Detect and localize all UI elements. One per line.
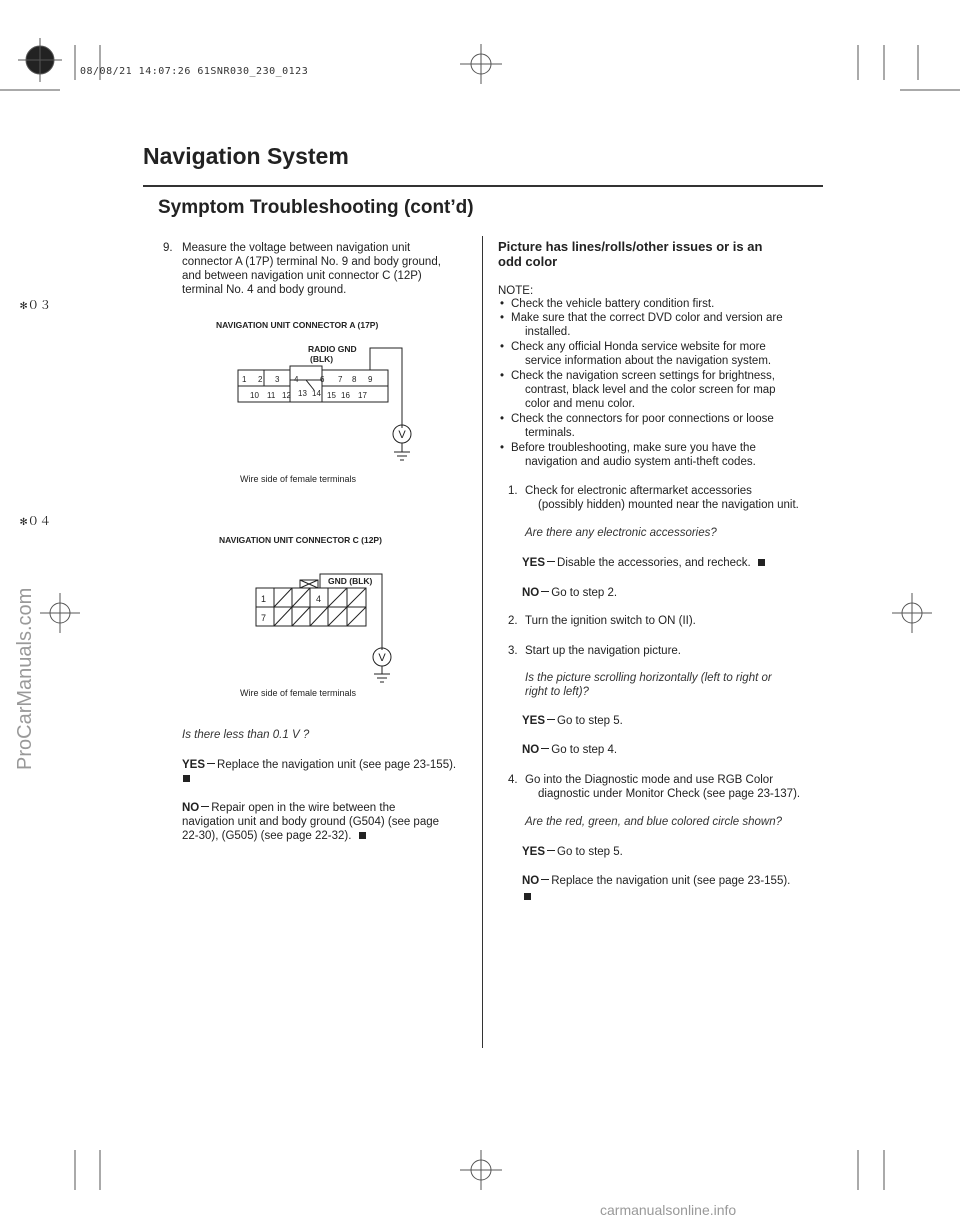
pin-label: 1 [261,594,267,604]
bullet-icon: • [500,370,505,382]
step-1-line-1: Check for electronic aftermarket accessories [525,485,752,497]
page-subtitle: Symptom Troubleshooting (cont’d) [158,197,474,218]
left-no-row-3 [182,829,366,843]
section-heading-line-1: Picture has lines/rolls/other issues or is an [498,239,763,254]
dash [547,850,555,851]
column-divider [482,236,483,1048]
pin-label: 14 [312,389,321,398]
question-rgb: Are the red, green, and blue colored circle shown? [525,816,782,828]
bullet-icon: • [500,298,505,310]
yes-label: YES [522,846,546,858]
radio-gnd-color-label: (BLK) [310,354,334,364]
note-6b: navigation and audio system anti-theft codes. [525,456,756,468]
question-voltage: Is there less than 0.1 V ? [182,729,310,741]
no-label: NO [182,802,200,814]
q1-yes-row [522,556,765,570]
note-2a: Make sure that the correct DVD color and version are [511,312,783,324]
q1-no-row [522,586,617,600]
side-mark-03: ✻０３ [20,298,52,312]
question-scrolling-1: Is the picture scrolling horizontally (left to right or [525,672,772,684]
no-label: NO [522,587,540,599]
step-4-line-1: Go into the Diagnostic mode and use RGB Color [525,774,774,786]
pin-label: 7 [261,613,267,623]
note-2b: installed. [525,326,571,338]
q1-no-text: Go to step 2. [551,587,618,599]
step-9-line-4: terminal No. 4 and body ground. [182,284,347,296]
pin-label: 7 [338,375,343,384]
note-3b: service information about the navigation system. [525,355,772,367]
note-5a: Check the connectors for poor connections or loose [511,413,774,425]
note-label: NOTE: [498,285,534,297]
note-3a: Check any official Honda service website for more [511,341,766,353]
voltmeter-icon: V [398,429,406,441]
pin-label: 12 [282,391,291,400]
pin-label: 16 [341,391,350,400]
pin-label: 15 [327,391,336,400]
pin-label: 4 [294,375,299,384]
pin-label: 2 [258,375,263,384]
pin-label: 11 [267,391,276,400]
left-yes-row [182,758,456,772]
end-mark-icon [758,559,765,566]
step-1-line-2: (possibly hidden) mounted near the navigation unit. [538,499,799,511]
bullet-icon: • [500,312,505,324]
connector-c-caption: Wire side of female terminals [240,688,357,698]
yes-text: Replace the navigation unit (see page 23-155). [217,759,457,771]
pin-label: 4 [316,594,322,604]
step-1-number: 1. [508,485,518,497]
end-mark-icon [183,775,190,782]
connector-a-caption: Wire side of female terminals [240,474,357,484]
dash [207,763,215,764]
note-6a: Before troubleshooting, make sure you have the [511,442,756,454]
yes-label: YES [522,715,546,727]
note-4a: Check the navigation screen settings for brightness, [511,370,776,382]
dash [541,748,549,749]
end-mark-icon [359,832,366,839]
step-2-number: 2. [508,615,518,627]
step-4-line-2: diagnostic under Monitor Check (see page 23-137). [538,788,801,800]
pin-label: 1 [242,375,247,384]
question-scrolling-2: right to left)? [525,686,589,698]
section-heading-line-2: odd color [498,254,558,269]
no-text-2: navigation unit and body ground (G504) (see page [182,816,440,828]
voltmeter-icon: V [378,652,386,664]
radio-gnd-label: RADIO GND [308,344,357,354]
note-4b: contrast, black level and the color screen for map [525,384,776,396]
step-9-line-2: connector A (17P) terminal No. 9 and body ground, [182,256,441,268]
end-mark-icon [524,893,531,900]
no-text-1: Repair open in the wire between the [211,802,396,814]
pin-label: 6 [320,375,325,384]
q3-yes-text: Go to step 5. [557,715,623,727]
q3-yes-row [522,714,623,728]
dash [541,879,549,880]
connector-c-title: NAVIGATION UNIT CONNECTOR C (12P) [219,535,382,545]
side-watermark: ProCarManuals.com [14,587,36,770]
note-1: Check the vehicle battery condition first. [511,298,715,310]
step-4-number: 4. [508,774,518,786]
no-label: NO [522,744,540,756]
bullet-icon: • [500,442,505,454]
print-timestamp: 08/08/21 14:07:26 61SNR030_230_0123 [80,66,309,77]
connector-a-diagram [230,340,430,470]
dash [541,591,549,592]
connector-c-diagram [250,570,420,690]
page-title: Navigation System [143,143,349,169]
pin-label: 9 [368,375,373,384]
side-mark-04: ✻０４ [20,514,52,528]
q1-yes-text: Disable the accessories, and recheck. [557,557,751,569]
yes-label: YES [182,759,206,771]
q4-yes-row [522,845,623,859]
yes-label: YES [522,557,546,569]
step-9-line-3: and between navigation unit connector C (12P) [182,270,422,282]
dash [547,719,555,720]
connector-a-title: NAVIGATION UNIT CONNECTOR A (17P) [216,320,379,330]
no-label: NO [522,875,540,887]
question-accessories: Are there any electronic accessories? [525,527,717,539]
bullet-icon: • [500,413,505,425]
pin-label: 17 [358,391,367,400]
dash [201,806,209,807]
note-4c: color and menu color. [525,398,635,410]
step-2-text: Turn the ignition switch to ON (II). [525,615,696,627]
note-5b: terminals. [525,427,575,439]
step-3-text: Start up the navigation picture. [525,645,681,657]
pin-label: 10 [250,391,259,400]
step-9-number: 9. [163,242,173,254]
left-no-row [182,801,395,815]
q3-no-text: Go to step 4. [551,744,618,756]
no-text-3: 22-30), (G505) (see page 22-32). [182,830,352,842]
pin-label: 3 [275,375,280,384]
gnd-blk-label: GND (BLK) [328,576,373,586]
q4-no-text: Replace the navigation unit (see page 23-155). [551,875,791,887]
footer-watermark: carmanualsonline.info [600,1202,737,1218]
q4-yes-text: Go to step 5. [557,846,623,858]
q3-no-row [522,743,617,757]
pin-label: 8 [352,375,357,384]
dash [547,561,555,562]
step-9-line-1: Measure the voltage between navigation unit [182,242,411,254]
title-rule [143,185,823,187]
step-3-number: 3. [508,645,518,657]
q4-no-row [522,874,790,888]
bullet-icon: • [500,341,505,353]
pin-label: 13 [298,389,307,398]
